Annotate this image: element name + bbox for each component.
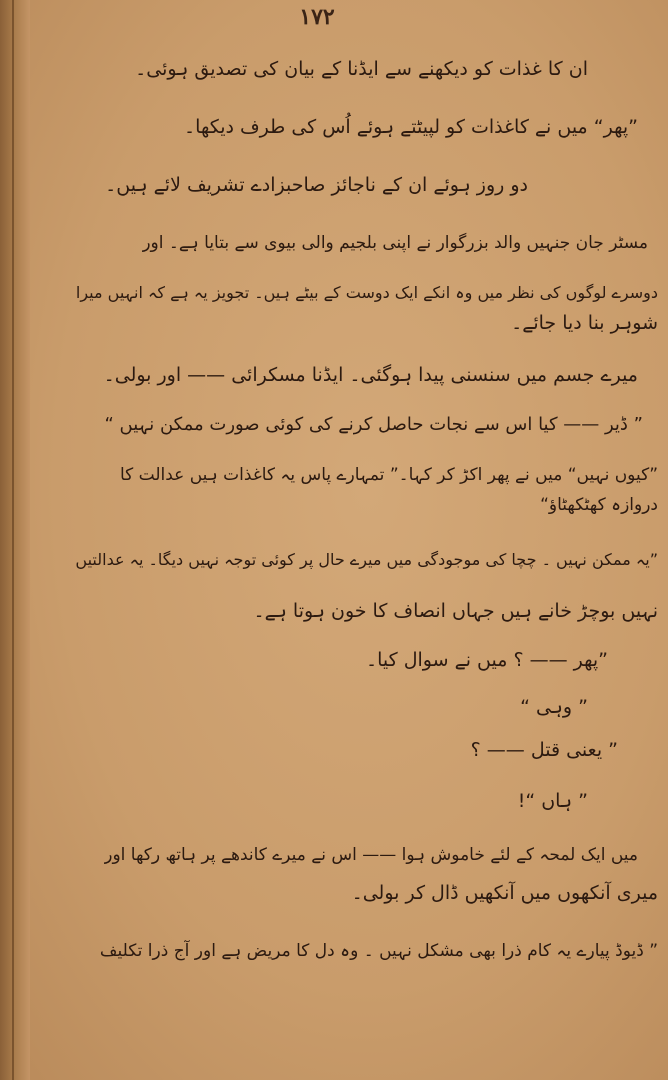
text-line: ” ڈیوڈ پیارے یہ کام ذرا بھی مشکل نہیں ۔ وہ دل کا مریض ہے اور آج ذرا تکلیف: [99, 941, 658, 961]
text-line: ” ڈیر —— کیا اس سے نجات حاصل کرنے کی کوئی صورت ممکن نہیں “: [104, 414, 643, 435]
text-line: میں ایک لمحہ کے لئے خاموش ہوا —— اس نے میرے کاندھے پر ہاتھ رکھا اور: [104, 845, 638, 865]
text-line: میری آنکھوں میں آنکھیں ڈال کر بولی۔: [351, 882, 658, 904]
spine-binding-line: [12, 0, 14, 1080]
text-line: ان کا غذات کو دیکھنے سے ایڈنا کے بیان کی تصدیق ہوئی۔: [135, 58, 588, 80]
text-line: شوہر بنا دیا جائے۔: [511, 312, 658, 334]
page-number: ۱۷۲: [299, 4, 335, 30]
text-line: دوسرے لوگوں کی نظر میں وہ انکے ایک دوست کے بیٹے ہیں۔ تجویز یہ ہے کہ انہیں میرا: [75, 283, 658, 302]
text-line: ” یعنی قتل —— ؟: [470, 739, 618, 761]
text-line: ”کیوں نہیں“ میں نے پھر اکڑ کر کہا۔” تمہارے پاس یہ کاغذات ہیں عدالت کا: [119, 465, 658, 485]
text-line: دو روز ہوئے ان کے ناجائز صاحبزادے تشریف لائے ہیں۔: [105, 174, 528, 196]
text-line: ”پھر —— ؟ میں نے سوال کیا۔: [365, 649, 608, 671]
text-line: ”پھر“ میں نے کاغذات کو لپیٹتے ہوئے اُس کی طرف دیکھا۔: [184, 116, 638, 138]
text-line: میرے جسم میں سنسنی پیدا ہوگئی۔ ایڈنا مسکرائی —— اور بولی۔: [103, 364, 638, 386]
book-spine: [0, 0, 30, 1080]
text-line: مسٹر جان جنہیں والد بزرگوار نے اپنی بلجیم والی بیوی سے بتایا ہے۔ اور: [142, 233, 648, 253]
text-line: نہیں بوچڑ خانے ہیں جہاں انصاف کا خون ہوتا ہے۔: [253, 600, 658, 622]
text-line: ” وہی “: [520, 696, 588, 718]
text-line: ” ہاں “!: [517, 790, 588, 812]
text-line: ”یہ ممکن نہیں ۔ چچا کی موجودگی میں میرے حال پر کوئی توجہ نہیں دیگا۔ یہ عدالتیں: [75, 550, 658, 569]
text-line: دروازہ کھٹکھٹاؤ“: [540, 495, 658, 515]
